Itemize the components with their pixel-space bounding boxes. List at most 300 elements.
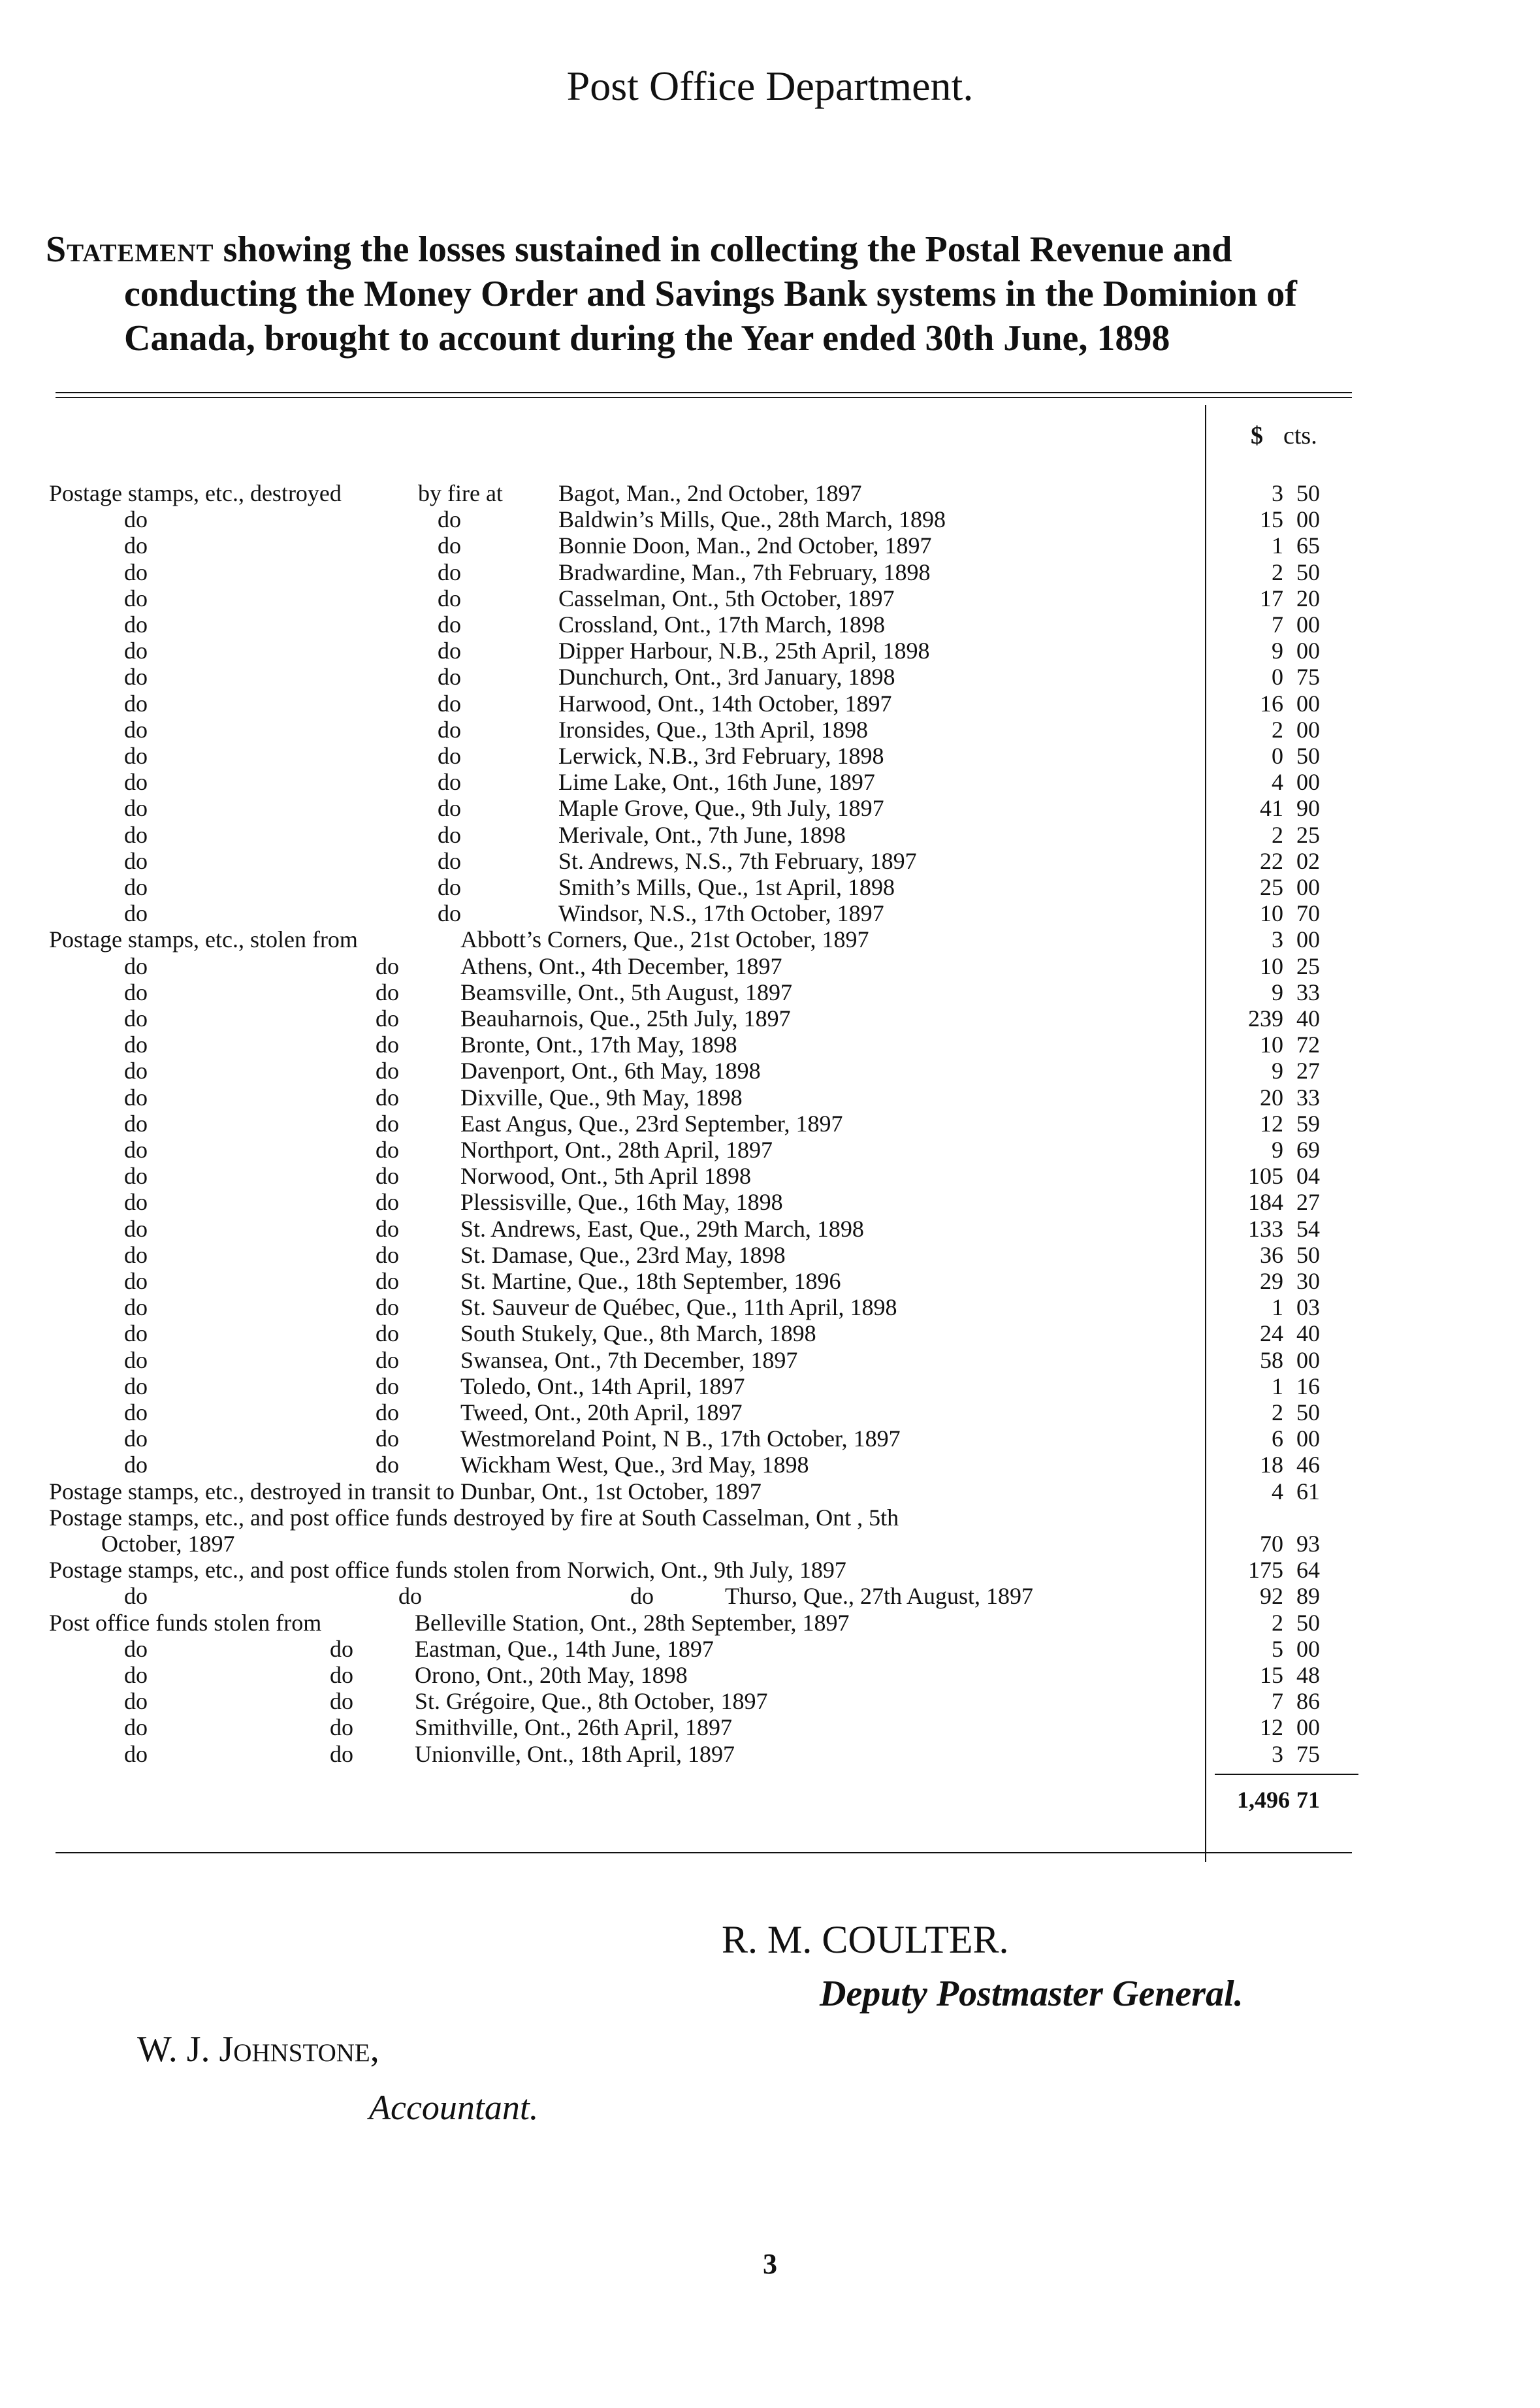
- amount-dollars: 2: [1272, 559, 1283, 585]
- amount-cents: 02: [1296, 848, 1320, 874]
- amount-cents: 69: [1296, 1137, 1320, 1163]
- row-place: St. Andrews, East, Que., 29th March, 1898: [460, 1216, 864, 1242]
- amount-cents: 00: [1296, 1636, 1320, 1662]
- amount-dollars: 239: [1248, 1005, 1283, 1032]
- row-ditto: do: [376, 1399, 399, 1425]
- amount-cents: 16: [1296, 1373, 1320, 1399]
- row-place: Athens, Ont., 4th December, 1897: [460, 953, 782, 979]
- row-description: do: [124, 953, 148, 979]
- amount-cents: 33: [1296, 1084, 1320, 1111]
- row-description: do: [124, 559, 148, 585]
- row-amount: [1211, 1425, 1349, 1452]
- row-ditto: do: [376, 1005, 399, 1032]
- row-amount: [1211, 585, 1349, 611]
- amount-dollars: 12: [1260, 1714, 1283, 1740]
- row-description: do: [124, 1636, 148, 1662]
- row-amount: [1211, 926, 1349, 952]
- row-ditto: do: [376, 1320, 399, 1346]
- row-amount: [1211, 953, 1349, 979]
- amount-cents: 04: [1296, 1163, 1320, 1189]
- amount-dollars: 3: [1272, 480, 1283, 506]
- row-description: do: [124, 1688, 148, 1714]
- row-amount: [1211, 822, 1349, 848]
- row-place: Wickham West, Que., 3rd May, 1898: [460, 1452, 809, 1478]
- row-description: do: [124, 822, 148, 848]
- amount-dollars: 1: [1272, 1294, 1283, 1320]
- row-description: do: [124, 1294, 148, 1320]
- amount-cents: 25: [1296, 953, 1320, 979]
- amount-cents: 00: [1296, 1425, 1320, 1452]
- amount-cents: 72: [1296, 1032, 1320, 1058]
- row-ditto: do: [330, 1741, 353, 1767]
- row-amount: [1211, 1373, 1349, 1399]
- amount-cents: 27: [1296, 1189, 1320, 1215]
- amount-cents: 65: [1296, 532, 1320, 559]
- row-ditto: do: [376, 1425, 399, 1452]
- amount-cents: 00: [1296, 1347, 1320, 1373]
- amount-dollars: 70: [1260, 1531, 1283, 1557]
- amount-dollars: 9: [1272, 638, 1283, 664]
- amount-cents: 27: [1296, 1058, 1320, 1084]
- row-description: do: [124, 1320, 148, 1346]
- row-ditto: do: [376, 1373, 399, 1399]
- row-place: Eastman, Que., 14th June, 1897: [415, 1636, 714, 1662]
- amount-dollars: 22: [1260, 848, 1283, 874]
- row-place: Casselman, Ont., 5th October, 1897: [558, 585, 895, 611]
- row-amount: [1211, 769, 1349, 795]
- row-ditto: do: [438, 717, 461, 743]
- amount-dollars: 58: [1260, 1347, 1283, 1373]
- row-ditto: do: [438, 585, 461, 611]
- amount-dollars: 92: [1260, 1583, 1283, 1609]
- row-place: Dixville, Que., 9th May, 1898: [460, 1084, 743, 1111]
- row-description: do: [124, 1452, 148, 1478]
- row-place: Smithville, Ont., 26th April, 1897: [415, 1714, 733, 1740]
- row-place: Dipper Harbour, N.B., 25th April, 1898: [558, 638, 930, 664]
- amount-dollars: 2: [1272, 1610, 1283, 1636]
- accountant-title: Accountant.: [369, 2088, 539, 2127]
- row-ditto: do: [376, 1111, 399, 1137]
- row-amount: [1211, 1189, 1349, 1215]
- row-place: St. Damase, Que., 23rd May, 1898: [460, 1242, 786, 1268]
- row-place: Ironsides, Que., 13th April, 1898: [558, 717, 868, 743]
- row-amount: [1211, 743, 1349, 769]
- amount-dollars: 3: [1272, 926, 1283, 952]
- row-amount: [1211, 1347, 1349, 1373]
- row-description: do: [124, 611, 148, 638]
- amount-cents: 00: [1296, 638, 1320, 664]
- amount-cents: 64: [1296, 1557, 1320, 1583]
- amount-dollars: 29: [1260, 1268, 1283, 1294]
- row-ditto: do: [376, 1058, 399, 1084]
- row-ditto: do: [376, 1242, 399, 1268]
- row-amount: [1211, 1032, 1349, 1058]
- amount-dollars: 2: [1272, 717, 1283, 743]
- row-amount: [1211, 480, 1349, 506]
- row-ditto: do: [376, 1268, 399, 1294]
- row-amount: [1211, 1320, 1349, 1346]
- row-description: do: [124, 1714, 148, 1740]
- row-amount: [1211, 1163, 1349, 1189]
- total-rule: [1215, 1774, 1358, 1775]
- row-place: Swansea, Ont., 7th December, 1897: [460, 1347, 798, 1373]
- signature-name: R. M. COULTER.: [722, 1918, 1009, 1961]
- amount-cents: 50: [1296, 743, 1320, 769]
- top-double-rule-inner: [56, 397, 1352, 398]
- row-ditto: do: [376, 1216, 399, 1242]
- row-place: Smith’s Mills, Que., 1st April, 1898: [558, 874, 895, 900]
- row-ditto: do: [438, 900, 461, 926]
- row-amount: [1211, 1478, 1349, 1505]
- amount-cents: 75: [1296, 664, 1320, 690]
- amount-dollars: 25: [1260, 874, 1283, 900]
- row-amount: [1211, 1714, 1349, 1740]
- statement-heading: [46, 227, 1358, 361]
- row-ditto: do: [438, 506, 461, 532]
- amount-cents: 50: [1296, 1399, 1320, 1425]
- row-ditto: do: [376, 1294, 399, 1320]
- amount-cents: 48: [1296, 1662, 1320, 1688]
- row-ditto: do: [630, 1583, 654, 1609]
- amount-cents: 89: [1296, 1583, 1320, 1609]
- amount-dollars: 3: [1272, 1741, 1283, 1767]
- row-description: Postage stamps, etc., and post office funds stolen from Norwich, Ont., 9th July, 1897: [49, 1557, 846, 1583]
- row-place: Davenport, Ont., 6th May, 1898: [460, 1058, 761, 1084]
- amount-dollars: 184: [1248, 1189, 1283, 1215]
- row-ditto: do: [376, 1084, 399, 1111]
- row-amount: [1211, 1610, 1349, 1636]
- dollar-header: $: [1251, 422, 1263, 449]
- amount-cents: 03: [1296, 1294, 1320, 1320]
- row-amount: [1211, 532, 1349, 559]
- row-ditto: do: [438, 532, 461, 559]
- amount-cents: 50: [1296, 480, 1320, 506]
- row-description: do: [124, 743, 148, 769]
- amount-dollars: 17: [1260, 585, 1283, 611]
- row-amount: [1211, 1636, 1349, 1662]
- amount-dollars: 175: [1248, 1557, 1283, 1583]
- amount-dollars: 4: [1272, 1478, 1283, 1505]
- row-amount: [1211, 1688, 1349, 1714]
- amount-dollars: 133: [1248, 1216, 1283, 1242]
- amount-dollars: 18: [1260, 1452, 1283, 1478]
- amount-cents: 59: [1296, 1111, 1320, 1137]
- row-place: Merivale, Ont., 7th June, 1898: [558, 822, 846, 848]
- row-description: do: [124, 1163, 148, 1189]
- row-ditto: do: [398, 1583, 422, 1609]
- amount-cents: 00: [1296, 769, 1320, 795]
- total-cents: 71: [1296, 1787, 1320, 1813]
- row-ditto: do: [438, 795, 461, 821]
- amount-dollars: 6: [1272, 1425, 1283, 1452]
- row-description: do: [124, 769, 148, 795]
- row-description: do: [124, 717, 148, 743]
- cents-header: cts.: [1283, 422, 1317, 449]
- row-amount: [1211, 1242, 1349, 1268]
- row-description: do: [124, 1058, 148, 1084]
- amount-cents: 50: [1296, 1242, 1320, 1268]
- row-place: St. Grégoire, Que., 8th October, 1897: [415, 1688, 768, 1714]
- row-place: Belleville Station, Ont., 28th September, 1897: [415, 1610, 850, 1636]
- row-description: do: [124, 900, 148, 926]
- amount-cents: 00: [1296, 874, 1320, 900]
- amount-dollars: 1: [1272, 1373, 1283, 1399]
- row-description: Post office funds stolen from: [49, 1610, 322, 1636]
- row-description: do: [124, 1741, 148, 1767]
- row-amount: [1211, 979, 1349, 1005]
- row-amount: [1211, 795, 1349, 821]
- amount-cents: 00: [1296, 611, 1320, 638]
- row-amount: [1211, 1583, 1349, 1609]
- amount-cents: 90: [1296, 795, 1320, 821]
- row-place: Bonnie Doon, Man., 2nd October, 1897: [558, 532, 932, 559]
- row-place: Norwood, Ont., 5th April 1898: [460, 1163, 751, 1189]
- row-description: Postage stamps, etc., destroyed in transit to Dunbar, Ont., 1st October, 1897: [49, 1478, 762, 1505]
- row-place: Maple Grove, Que., 9th July, 1897: [558, 795, 884, 821]
- row-description: do: [124, 874, 148, 900]
- row-amount: [1211, 900, 1349, 926]
- row-place: Windsor, N.S., 17th October, 1897: [558, 900, 884, 926]
- row-description: do: [124, 638, 148, 664]
- row-amount: [1211, 611, 1349, 638]
- row-place: Lime Lake, Ont., 16th June, 1897: [558, 769, 875, 795]
- amount-cents: 00: [1296, 506, 1320, 532]
- row-amount: [1211, 1662, 1349, 1688]
- row-description: do: [124, 1189, 148, 1215]
- amount-cents: 54: [1296, 1216, 1320, 1242]
- amount-cents: 00: [1296, 926, 1320, 952]
- page-number: 3: [763, 2248, 777, 2280]
- amount-dollars: 10: [1260, 1032, 1283, 1058]
- row-amount: [1211, 1058, 1349, 1084]
- row-amount: [1211, 1084, 1349, 1111]
- amount-dollars: 9: [1272, 979, 1283, 1005]
- row-place: Crossland, Ont., 17th March, 1898: [558, 611, 885, 638]
- row-amount: [1211, 638, 1349, 664]
- amount-cents: 30: [1296, 1268, 1320, 1294]
- amount-dollars: 7: [1272, 1688, 1283, 1714]
- row-place: Abbott’s Corners, Que., 21st October, 1897: [460, 926, 869, 952]
- signature-title: Deputy Postmaster General.: [820, 1974, 1243, 2014]
- row-description: do: [124, 664, 148, 690]
- row-amount: [1211, 664, 1349, 690]
- total-amount: [1211, 1787, 1349, 1813]
- amount-cents: 00: [1296, 691, 1320, 717]
- row-ditto: do: [438, 611, 461, 638]
- amount-dollars: 41: [1260, 795, 1283, 821]
- row-ditto: do: [330, 1636, 353, 1662]
- row-place: Harwood, Ont., 14th October, 1897: [558, 691, 892, 717]
- row-amount: [1211, 1268, 1349, 1294]
- amount-dollars: 24: [1260, 1320, 1283, 1346]
- row-place: Orono, Ont., 20th May, 1898: [415, 1662, 688, 1688]
- row-place: Northport, Ont., 28th April, 1897: [460, 1137, 773, 1163]
- row-description: do: [124, 979, 148, 1005]
- row-ditto: do: [438, 874, 461, 900]
- row-description: do: [124, 1347, 148, 1373]
- row-amount: [1211, 1741, 1349, 1767]
- amount-dollars: 9: [1272, 1137, 1283, 1163]
- row-description: Postage stamps, etc., and post office funds destroyed by fire at South Casselman, Ont , 5th: [49, 1505, 899, 1531]
- row-description: October, 1897: [101, 1531, 235, 1557]
- amount-dollars: 15: [1260, 506, 1283, 532]
- statement-lead: Statement: [46, 229, 214, 270]
- row-amount: [1211, 1216, 1349, 1242]
- page-title: Post Office Department.: [566, 63, 974, 109]
- row-amount: [1211, 1111, 1349, 1137]
- row-ditto: do: [376, 979, 399, 1005]
- amount-dollars: 16: [1260, 691, 1283, 717]
- amount-dollars: 105: [1248, 1163, 1283, 1189]
- accountant-name: [137, 2028, 379, 2070]
- row-description: Postage stamps, etc., stolen from: [49, 926, 358, 952]
- row-ditto: do: [438, 664, 461, 690]
- row-ditto: do: [376, 1452, 399, 1478]
- amount-cents: 00: [1296, 717, 1320, 743]
- row-description: do: [124, 1242, 148, 1268]
- row-description: do: [124, 1399, 148, 1425]
- row-ditto: do: [376, 1032, 399, 1058]
- row-amount: [1211, 1294, 1349, 1320]
- amount-cents: 40: [1296, 1005, 1320, 1032]
- amount-dollars: 15: [1260, 1662, 1283, 1688]
- amount-dollars: 1: [1272, 532, 1283, 559]
- row-description: do: [124, 691, 148, 717]
- row-description: do: [124, 1137, 148, 1163]
- amount-dollars: 9: [1272, 1058, 1283, 1084]
- amount-cents: 75: [1296, 1741, 1320, 1767]
- row-ditto: do: [438, 743, 461, 769]
- row-place: Unionville, Ont., 18th April, 1897: [415, 1741, 735, 1767]
- row-amount: [1211, 874, 1349, 900]
- row-place: Tweed, Ont., 20th April, 1897: [460, 1399, 743, 1425]
- row-description: do: [124, 1583, 148, 1609]
- row-place: Baldwin’s Mills, Que., 28th March, 1898: [558, 506, 946, 532]
- row-ditto: do: [330, 1714, 353, 1740]
- amount-dollars: 10: [1260, 953, 1283, 979]
- row-description: do: [124, 1268, 148, 1294]
- row-amount: [1211, 1005, 1349, 1032]
- row-ditto: do: [438, 822, 461, 848]
- row-amount: [1211, 1557, 1349, 1583]
- row-description: do: [124, 1662, 148, 1688]
- amount-dollars: 10: [1260, 900, 1283, 926]
- row-place: Westmoreland Point, N B., 17th October, 1897: [460, 1425, 901, 1452]
- amount-dollars: 4: [1272, 769, 1283, 795]
- row-place: St. Sauveur de Québec, Que., 11th April, 1898: [460, 1294, 897, 1320]
- row-place: Bagot, Man., 2nd October, 1897: [558, 480, 862, 506]
- row-description: do: [124, 1425, 148, 1452]
- row-ditto: do: [438, 691, 461, 717]
- row-ditto: do: [376, 953, 399, 979]
- amount-cents: 40: [1296, 1320, 1320, 1346]
- amount-cents: 46: [1296, 1452, 1320, 1478]
- row-place: Dunchurch, Ont., 3rd January, 1898: [558, 664, 895, 690]
- row-amount: [1211, 1452, 1349, 1478]
- amount-dollars: 20: [1260, 1084, 1283, 1111]
- row-place: St. Andrews, N.S., 7th February, 1897: [558, 848, 917, 874]
- amount-cents: 00: [1296, 1714, 1320, 1740]
- amount-cents: 93: [1296, 1531, 1320, 1557]
- amount-cents: 50: [1296, 1610, 1320, 1636]
- amount-dollars: 12: [1260, 1111, 1283, 1137]
- amount-dollars: 2: [1272, 1399, 1283, 1425]
- row-place: South Stukely, Que., 8th March, 1898: [460, 1320, 816, 1346]
- amount-cents: 33: [1296, 979, 1320, 1005]
- row-place: Toledo, Ont., 14th April, 1897: [460, 1373, 745, 1399]
- row-ditto: do: [376, 1347, 399, 1373]
- row-ditto: do: [330, 1688, 353, 1714]
- bottom-rule: [56, 1852, 1352, 1853]
- row-amount: [1211, 691, 1349, 717]
- row-place: St. Martine, Que., 18th September, 1896: [460, 1268, 841, 1294]
- row-description: do: [124, 1111, 148, 1137]
- row-description: do: [124, 848, 148, 874]
- amount-dollars: 7: [1272, 611, 1283, 638]
- amount-cents: 86: [1296, 1688, 1320, 1714]
- amount-dollars: 36: [1260, 1242, 1283, 1268]
- row-amount: [1211, 506, 1349, 532]
- row-amount: [1211, 1531, 1349, 1557]
- row-place: Beamsville, Ont., 5th August, 1897: [460, 979, 792, 1005]
- accountant-name-text: W. J. Johnstone,: [137, 2029, 379, 2070]
- row-description: do: [124, 585, 148, 611]
- row-description: do: [124, 1005, 148, 1032]
- row-place: Lerwick, N.B., 3rd February, 1898: [558, 743, 884, 769]
- row-description: do: [124, 1032, 148, 1058]
- row-description: do: [124, 795, 148, 821]
- amount-cents: 50: [1296, 559, 1320, 585]
- row-amount: [1211, 559, 1349, 585]
- row-place: East Angus, Que., 23rd September, 1897: [460, 1111, 843, 1137]
- row-ditto: do: [438, 559, 461, 585]
- amount-cents: 20: [1296, 585, 1320, 611]
- row-place: Plessisville, Que., 16th May, 1898: [460, 1189, 783, 1215]
- row-ditto: do: [438, 848, 461, 874]
- row-amount: [1211, 848, 1349, 874]
- row-ditto: do: [376, 1137, 399, 1163]
- row-ditto: do: [330, 1662, 353, 1688]
- row-ditto: do: [376, 1163, 399, 1189]
- row-description: do: [124, 1216, 148, 1242]
- total-dollars: 1,496: [1237, 1787, 1290, 1813]
- amount-column-rule: [1205, 405, 1206, 1862]
- amount-dollars: 0: [1272, 664, 1283, 690]
- row-ditto: by fire at: [418, 480, 503, 506]
- amount-dollars: 5: [1272, 1636, 1283, 1662]
- amount-dollars: 2: [1272, 822, 1283, 848]
- amount-cents: 70: [1296, 900, 1320, 926]
- row-description: do: [124, 1084, 148, 1111]
- row-description: do: [124, 506, 148, 532]
- row-description: do: [124, 532, 148, 559]
- row-place: Bradwardine, Man., 7th February, 1898: [558, 559, 931, 585]
- row-amount: [1211, 1399, 1349, 1425]
- statement-text: showing the losses sustained in collecting the Postal Revenue and conducting the Money Order and Savings Bank systems in the Dominion of Canada, brought to account during the Year ended 30th June, 1898: [124, 229, 1297, 359]
- row-place: Thurso, Que., 27th August, 1897: [725, 1583, 1033, 1609]
- row-place: Beauharnois, Que., 25th July, 1897: [460, 1005, 791, 1032]
- row-ditto: do: [376, 1189, 399, 1215]
- amount-cents: 61: [1296, 1478, 1320, 1505]
- row-amount: [1211, 717, 1349, 743]
- row-ditto: do: [438, 638, 461, 664]
- top-double-rule: [56, 392, 1352, 393]
- row-description: Postage stamps, etc., destroyed: [49, 480, 342, 506]
- row-amount: [1211, 1137, 1349, 1163]
- row-ditto: do: [438, 769, 461, 795]
- amount-dollars: 0: [1272, 743, 1283, 769]
- row-description: do: [124, 1373, 148, 1399]
